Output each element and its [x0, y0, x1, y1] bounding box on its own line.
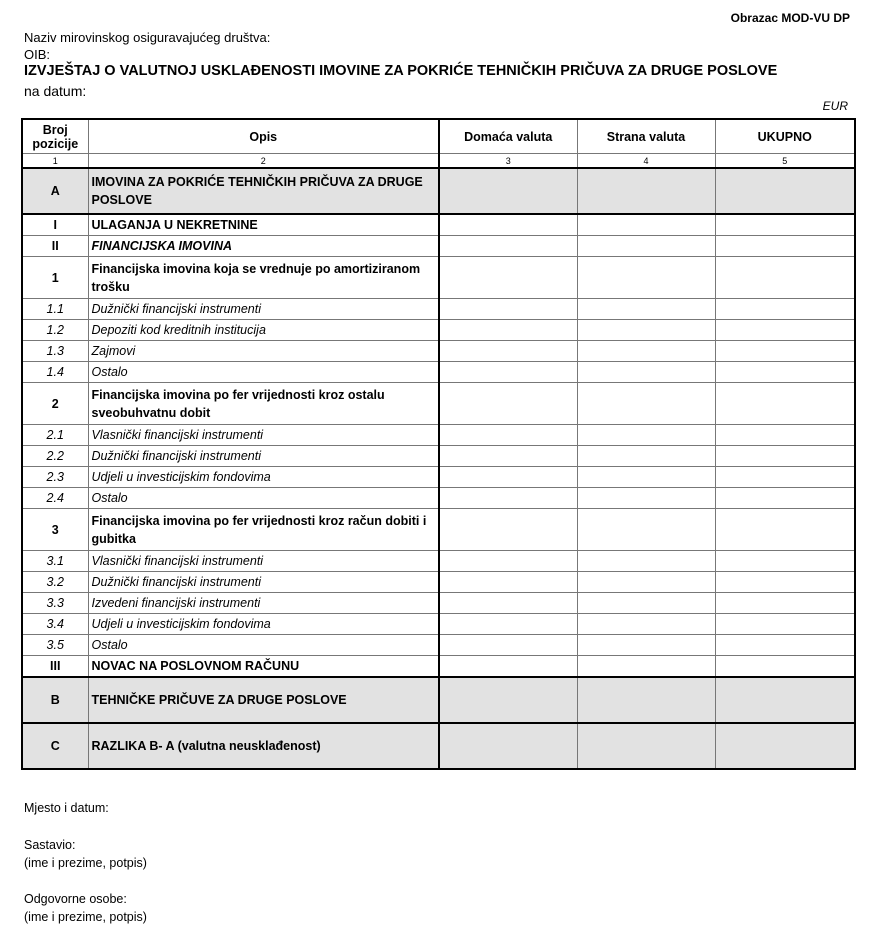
table-row	[22, 572, 855, 593]
position-number: 3.2	[22, 572, 88, 593]
foreign-value-cell[interactable]	[577, 572, 715, 593]
table-row	[22, 320, 855, 341]
foreign-value-cell[interactable]	[577, 509, 715, 551]
domestic-value-cell[interactable]	[439, 488, 577, 509]
domestic-value-cell[interactable]	[439, 656, 577, 678]
table-row	[22, 593, 855, 614]
total-value-cell[interactable]	[715, 635, 855, 656]
total-value-cell[interactable]	[715, 509, 855, 551]
position-number: I	[22, 214, 88, 236]
table-row	[22, 509, 855, 551]
total-value-cell[interactable]	[715, 425, 855, 446]
column-number: 3	[439, 154, 577, 169]
domestic-value-cell[interactable]	[439, 572, 577, 593]
table-row	[22, 257, 855, 299]
domestic-value-cell[interactable]	[439, 509, 577, 551]
total-value-cell[interactable]	[715, 593, 855, 614]
position-description: Ostalo	[88, 488, 439, 509]
total-value-cell[interactable]	[715, 677, 855, 723]
position-number: C	[22, 723, 88, 769]
domestic-value-cell[interactable]	[439, 593, 577, 614]
position-number: 2	[22, 383, 88, 425]
domestic-value-cell[interactable]	[439, 677, 577, 723]
total-value-cell[interactable]	[715, 214, 855, 236]
position-number: II	[22, 236, 88, 257]
foreign-value-cell[interactable]	[577, 635, 715, 656]
position-number: 3.3	[22, 593, 88, 614]
position-description: Financijska imovina po fer vrijednosti kroz ostalu sveobuhvatnu dobit	[88, 383, 439, 425]
foreign-value-cell[interactable]	[577, 341, 715, 362]
position-number: 3.1	[22, 551, 88, 572]
table-row	[22, 467, 855, 488]
domestic-value-cell[interactable]	[439, 236, 577, 257]
domestic-value-cell[interactable]	[439, 168, 577, 214]
foreign-value-cell[interactable]	[577, 488, 715, 509]
currency-label: EUR	[822, 99, 848, 113]
domestic-value-cell[interactable]	[439, 383, 577, 425]
total-value-cell[interactable]	[715, 320, 855, 341]
position-description: Vlasnički financijski instrumenti	[88, 425, 439, 446]
table-header-row	[22, 119, 855, 154]
domestic-value-cell[interactable]	[439, 635, 577, 656]
domestic-value-cell[interactable]	[439, 341, 577, 362]
compiled-by-note: (ime i prezime, potpis)	[24, 856, 147, 870]
foreign-value-cell[interactable]	[577, 168, 715, 214]
table-row	[22, 635, 855, 656]
table-row	[22, 488, 855, 509]
position-number: 3.5	[22, 635, 88, 656]
foreign-value-cell[interactable]	[577, 362, 715, 383]
table-row	[22, 168, 855, 214]
position-description: FINANCIJSKA IMOVINA	[88, 236, 439, 257]
domestic-value-cell[interactable]	[439, 467, 577, 488]
position-description: RAZLIKA B- A (valutna neusklađenost)	[88, 723, 439, 769]
domestic-value-cell[interactable]	[439, 551, 577, 572]
foreign-value-cell[interactable]	[577, 551, 715, 572]
position-description: IMOVINA ZA POKRIĆE TEHNIČKIH PRIČUVA ZA DRUGE POSLOVE	[88, 168, 439, 214]
position-description: Financijska imovina po fer vrijednosti kroz račun dobiti i gubitka	[88, 509, 439, 551]
total-value-cell[interactable]	[715, 723, 855, 769]
table-row	[22, 214, 855, 236]
domestic-value-cell[interactable]	[439, 362, 577, 383]
total-value-cell[interactable]	[715, 299, 855, 320]
total-value-cell[interactable]	[715, 362, 855, 383]
column-header-position: Broj pozicije	[22, 119, 88, 154]
table-row	[22, 299, 855, 320]
position-number: 1.2	[22, 320, 88, 341]
total-value-cell[interactable]	[715, 383, 855, 425]
total-value-cell[interactable]	[715, 614, 855, 635]
position-description: Vlasnički financijski instrumenti	[88, 551, 439, 572]
total-value-cell[interactable]	[715, 656, 855, 678]
table-row	[22, 341, 855, 362]
position-description: Izvedeni financijski instrumenti	[88, 593, 439, 614]
column-header-description: Opis	[88, 119, 439, 154]
column-number: 5	[715, 154, 855, 169]
foreign-value-cell[interactable]	[577, 446, 715, 467]
table-row	[22, 425, 855, 446]
foreign-value-cell[interactable]	[577, 320, 715, 341]
total-value-cell[interactable]	[715, 236, 855, 257]
place-date-label: Mjesto i datum:	[24, 801, 109, 815]
position-description: ULAGANJA U NEKRETNINE	[88, 214, 439, 236]
total-value-cell[interactable]	[715, 257, 855, 299]
domestic-value-cell[interactable]	[439, 257, 577, 299]
domestic-value-cell[interactable]	[439, 446, 577, 467]
domestic-value-cell[interactable]	[439, 320, 577, 341]
company-name-label: Naziv mirovinskog osiguravajućeg društva:	[24, 30, 271, 45]
foreign-value-cell[interactable]	[577, 656, 715, 678]
table-row	[22, 446, 855, 467]
responsible-persons-note: (ime i prezime, potpis)	[24, 910, 147, 924]
position-number: 2.3	[22, 467, 88, 488]
column-number: 4	[577, 154, 715, 169]
domestic-value-cell[interactable]	[439, 723, 577, 769]
table-row	[22, 236, 855, 257]
position-number: 2.1	[22, 425, 88, 446]
domestic-value-cell[interactable]	[439, 614, 577, 635]
foreign-value-cell[interactable]	[577, 214, 715, 236]
position-number: 1.1	[22, 299, 88, 320]
position-number: B	[22, 677, 88, 723]
position-description: Udjeli u investicijskim fondovima	[88, 467, 439, 488]
position-number: 1	[22, 257, 88, 299]
position-number: 3	[22, 509, 88, 551]
position-description: Depoziti kod kreditnih institucija	[88, 320, 439, 341]
table-row	[22, 614, 855, 635]
total-value-cell[interactable]	[715, 341, 855, 362]
table-row	[22, 551, 855, 572]
column-number: 1	[22, 154, 88, 169]
position-number: A	[22, 168, 88, 214]
foreign-value-cell[interactable]	[577, 383, 715, 425]
foreign-value-cell[interactable]	[577, 257, 715, 299]
form-code: Obrazac MOD-VU DP	[730, 11, 850, 25]
foreign-value-cell[interactable]	[577, 299, 715, 320]
foreign-value-cell[interactable]	[577, 677, 715, 723]
report-title: IZVJEŠTAJ O VALUTNOJ USKLAĐENOSTI IMOVINE ZA POKRIĆE TEHNIČKIH PRIČUVA ZA DRUGE POSLOVE	[24, 63, 778, 79]
foreign-value-cell[interactable]	[577, 236, 715, 257]
total-value-cell[interactable]	[715, 488, 855, 509]
column-header-foreign: Strana valuta	[577, 119, 715, 154]
total-value-cell[interactable]	[715, 551, 855, 572]
foreign-value-cell[interactable]	[577, 614, 715, 635]
table-row	[22, 362, 855, 383]
foreign-value-cell[interactable]	[577, 425, 715, 446]
table-body	[22, 168, 855, 769]
position-description: Dužnički financijski instrumenti	[88, 299, 439, 320]
position-description: Financijska imovina koja se vrednuje po amortiziranom trošku	[88, 257, 439, 299]
currency-alignment-table	[21, 118, 856, 770]
column-header-total: UKUPNO	[715, 119, 855, 154]
table-row	[22, 383, 855, 425]
position-description: Ostalo	[88, 635, 439, 656]
position-number: 1.3	[22, 341, 88, 362]
table-row	[22, 677, 855, 723]
oib-label: OIB:	[24, 47, 51, 62]
position-description: Ostalo	[88, 362, 439, 383]
position-number: III	[22, 656, 88, 678]
foreign-value-cell[interactable]	[577, 467, 715, 488]
position-number: 1.4	[22, 362, 88, 383]
column-header-domestic: Domaća valuta	[439, 119, 577, 154]
column-number-row	[22, 154, 855, 169]
position-description: Udjeli u investicijskim fondovima	[88, 614, 439, 635]
responsible-persons-label: Odgovorne osobe:	[24, 892, 127, 906]
position-number: 2.4	[22, 488, 88, 509]
total-value-cell[interactable]	[715, 572, 855, 593]
total-value-cell[interactable]	[715, 168, 855, 214]
total-value-cell[interactable]	[715, 446, 855, 467]
total-value-cell[interactable]	[715, 467, 855, 488]
compiled-by-label: Sastavio:	[24, 838, 76, 852]
position-description: Dužnički financijski instrumenti	[88, 572, 439, 593]
domestic-value-cell[interactable]	[439, 425, 577, 446]
foreign-value-cell[interactable]	[577, 593, 715, 614]
column-number: 2	[88, 154, 439, 169]
domestic-value-cell[interactable]	[439, 214, 577, 236]
position-description: Zajmovi	[88, 341, 439, 362]
report-date-label: na datum:	[24, 83, 87, 99]
table-row	[22, 723, 855, 769]
position-description: TEHNIČKE PRIČUVE ZA DRUGE POSLOVE	[88, 677, 439, 723]
table-row	[22, 656, 855, 678]
position-number: 3.4	[22, 614, 88, 635]
position-description: NOVAC NA POSLOVNOM RAČUNU	[88, 656, 439, 678]
position-number: 2.2	[22, 446, 88, 467]
domestic-value-cell[interactable]	[439, 299, 577, 320]
position-description: Dužnički financijski instrumenti	[88, 446, 439, 467]
foreign-value-cell[interactable]	[577, 723, 715, 769]
